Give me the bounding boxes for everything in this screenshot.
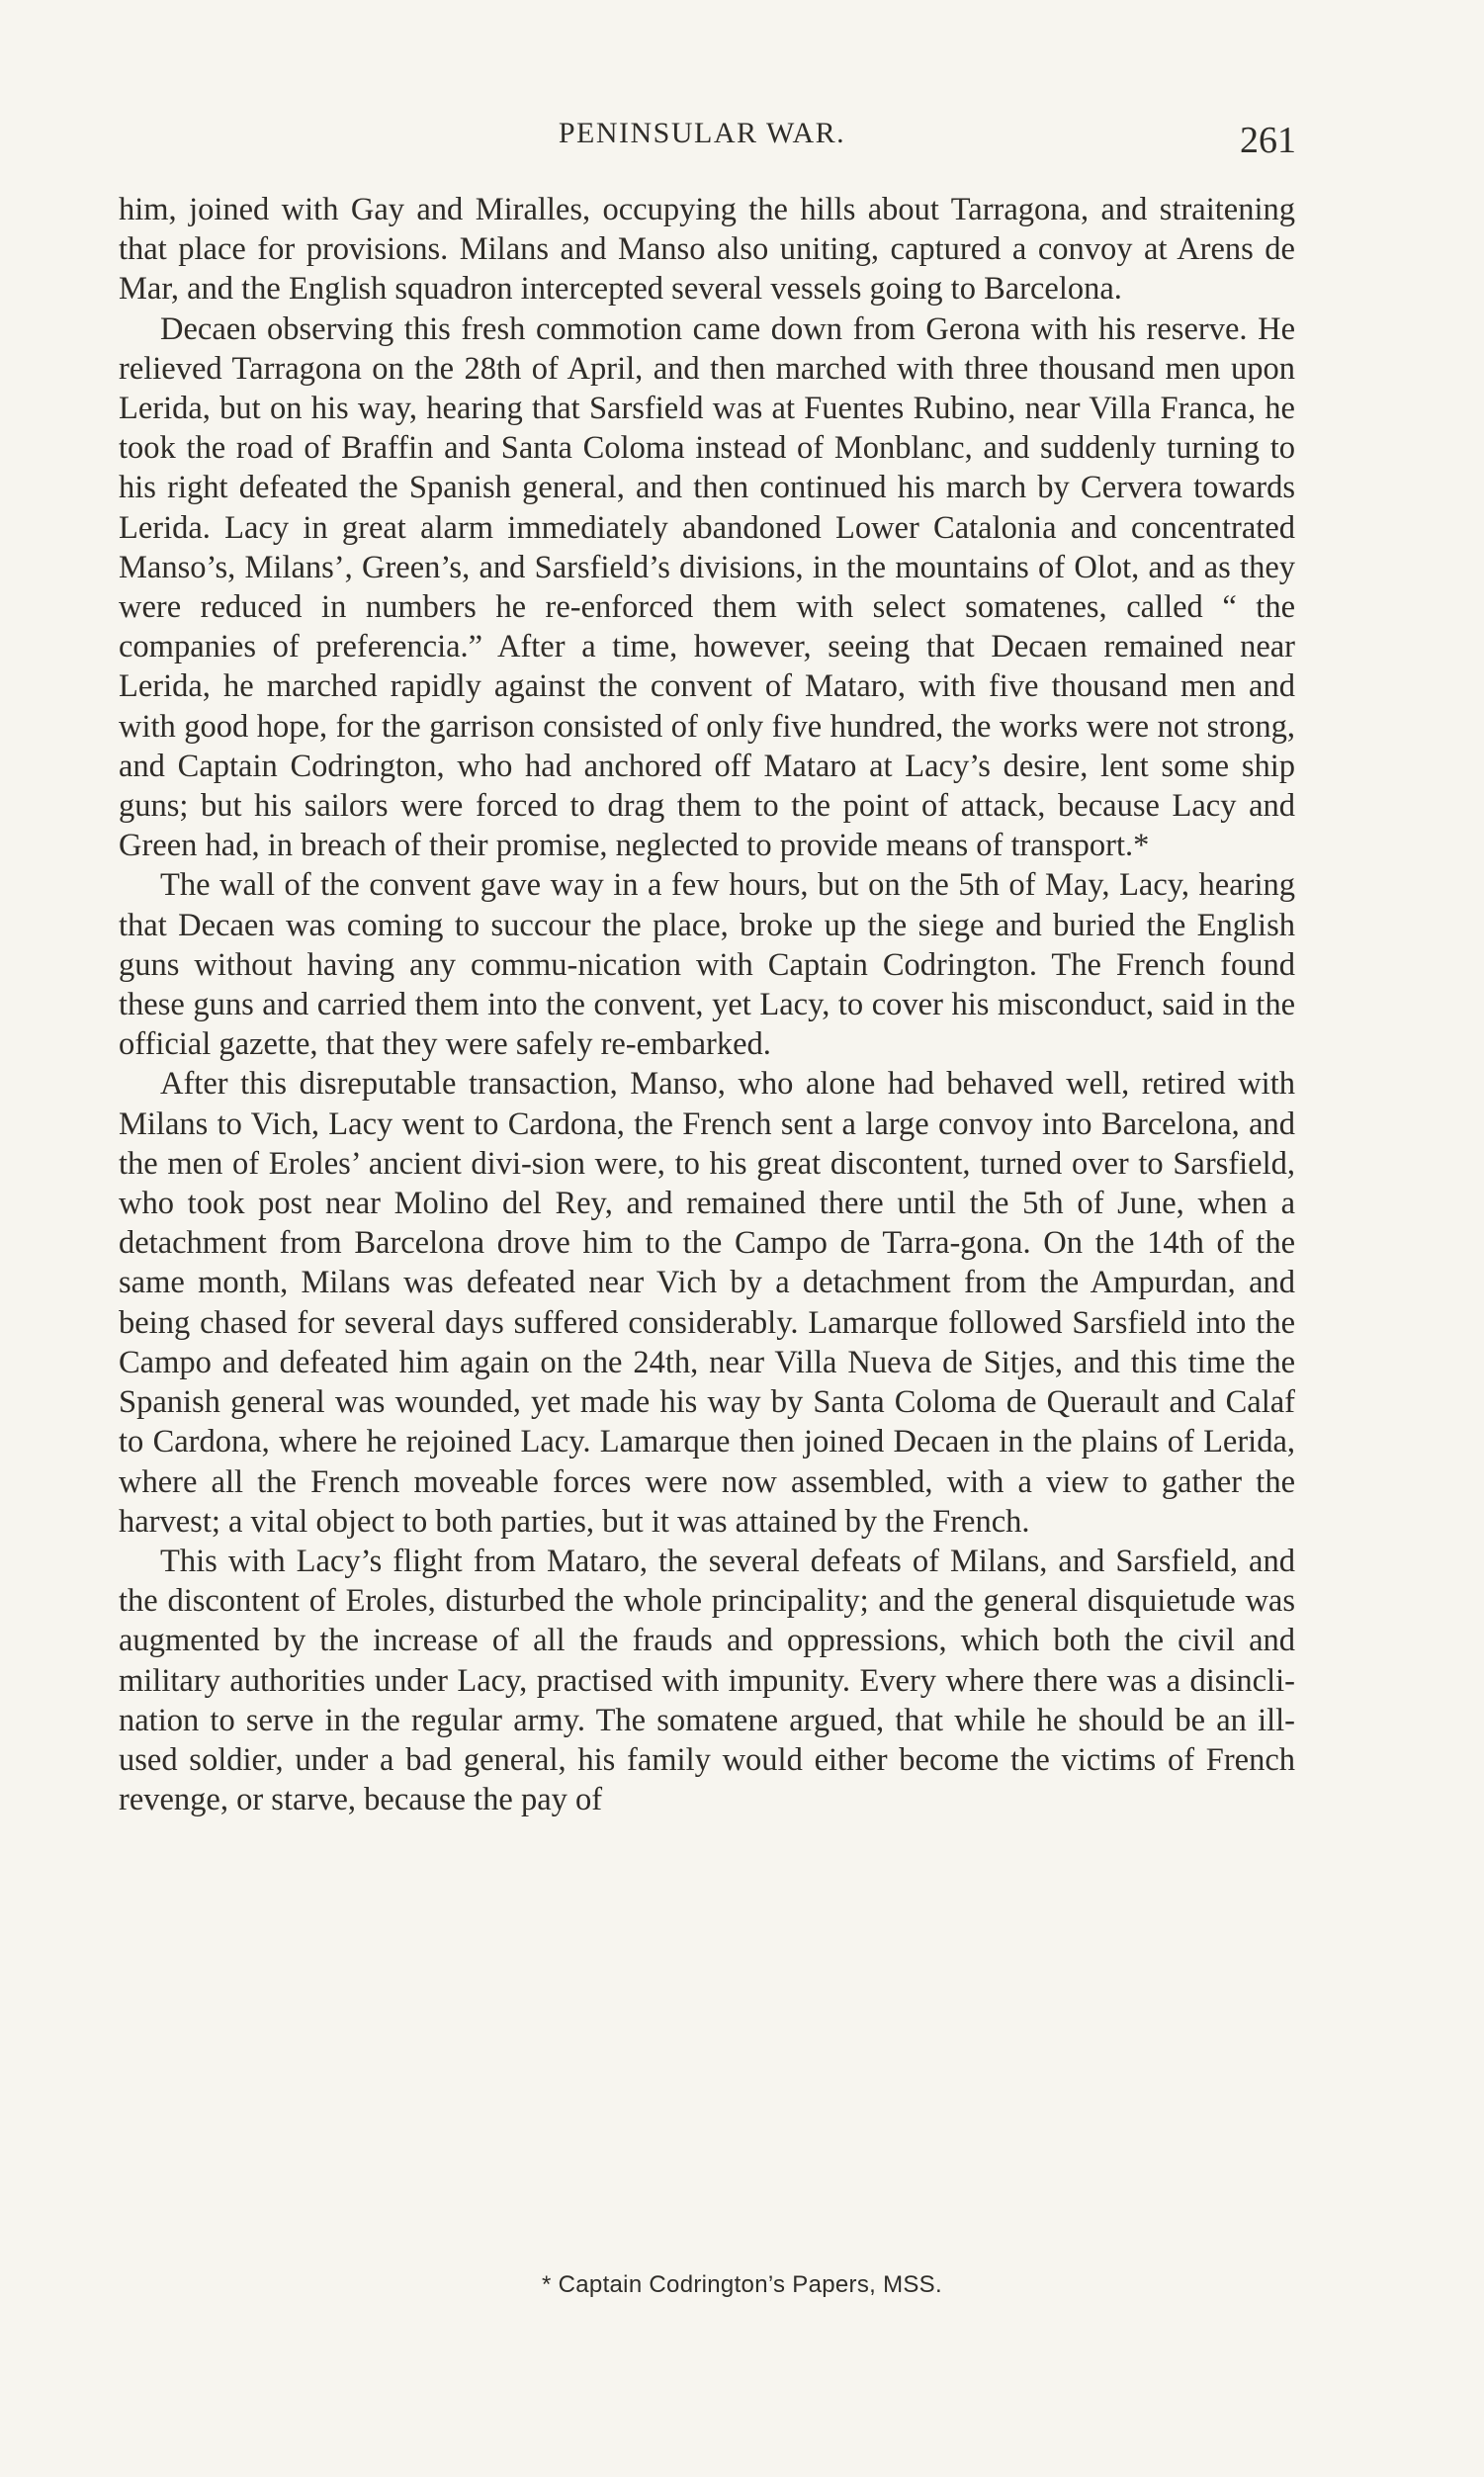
paragraph-2: Decaen observing this fresh commotion came down from Gerona with his reserve. He relieved Tarragona on the 28th of April, and then marched with three thousand men upon Lerida, but on his way, hearing that Sarsfield was at Fuentes Rubino, near Villa Franca, he took the road of Braffin and Santa Coloma instead of Monblanc, and suddenly turning to his right defeated the Spanish general, and then continued his march by Cervera towards Lerida. Lacy in great alarm immediately abandoned Lower Catalonia and concentrated Manso’s, Milans’, Green’s, and Sarsfield’s divisions, in the mountains of Olot, and as they were reduced in numbers he re-enforced them with select somatenes, called “ the companies of preferencia.” After a time, however, seeing that Decaen remained near Lerida, he marched rapidly against the convent of Mataro, with five thousand men and with good hope, for the garrison consisted of only five hundred, the works were not strong, and Captain Codrington, who had anchored off Mataro at Lacy’s desire, lent some ship guns; but his sailors were forced to drag them to the point of attack, because Lacy and Green had, in breach of their promise, neglected to provide means of transport.* (119, 310, 1295, 864)
page-number: 261 (1240, 120, 1296, 161)
paragraph-5: This with Lacy’s flight from Mataro, the several defeats of Milans, and Sarsfield, and the discontent of Eroles, disturbed the whole principality; and the general disquietude was augmented by the increase of all the frauds and oppressions, which both the civil and military authorities under Lacy, practised with impunity. Every where there was a disincli-nation to serve in the regular army. The somatene argued, that while he should be an ill-used soldier, under a bad general, his family would either become the victims of French revenge, or starve, because the pay of (119, 1543, 1295, 1818)
body-text (119, 190, 1295, 1819)
footnote: * Captain Codrington’s Papers, MSS. (542, 2271, 942, 2298)
paragraph-3: The wall of the convent gave way in a few hours, but on the 5th of May, Lacy, hearing that Decaen was coming to succour the place, broke up the siege and buried the English guns without having any commu-nication with Captain Codrington. The French found these guns and carried them into the convent, yet Lacy, to cover his misconduct, said in the official gazette, that they were safely re-embarked. (119, 867, 1295, 1063)
paragraph-4: After this disreputable transaction, Manso, who alone had behaved well, retired with Milans to Vich, Lacy went to Cardona, the French sent a large convoy into Barcelona, and the men of Eroles’ ancient divi-sion were, to his great discontent, turned over to Sarsfield, who took post near Molino del Rey, and remained there until the 5th of June, when a detachment from Barcelona drove him to the Campo de Tarra-gona. On the 14th of the same month, Milans was defeated near Vich by a detachment from the Ampurdan, and being chased for several days suffered considerably. Lamarque followed Sarsfield into the Campo and defeated him again on the 24th, near Villa Nueva de Sitjes, and this time the Spanish general was wounded, yet made his way by Santa Coloma de Querault and Calaf to Cardona, where he rejoined Lacy. Lamarque then joined Decaen in the plains of Lerida, where all the French moveable forces were now assembled, with a view to gather the harvest; a vital object to both parties, but it was attained by the French. (119, 1066, 1295, 1540)
paragraph-1: him, joined with Gay and Miralles, occupying the hills about Tarragona, and straitening that place for provisions. Milans and Manso also uniting, captured a convoy at Arens de Mar, and the English squadron intercepted several vessels going to Barcelona. (119, 192, 1295, 308)
running-title: PENINSULAR WAR. (558, 117, 846, 149)
